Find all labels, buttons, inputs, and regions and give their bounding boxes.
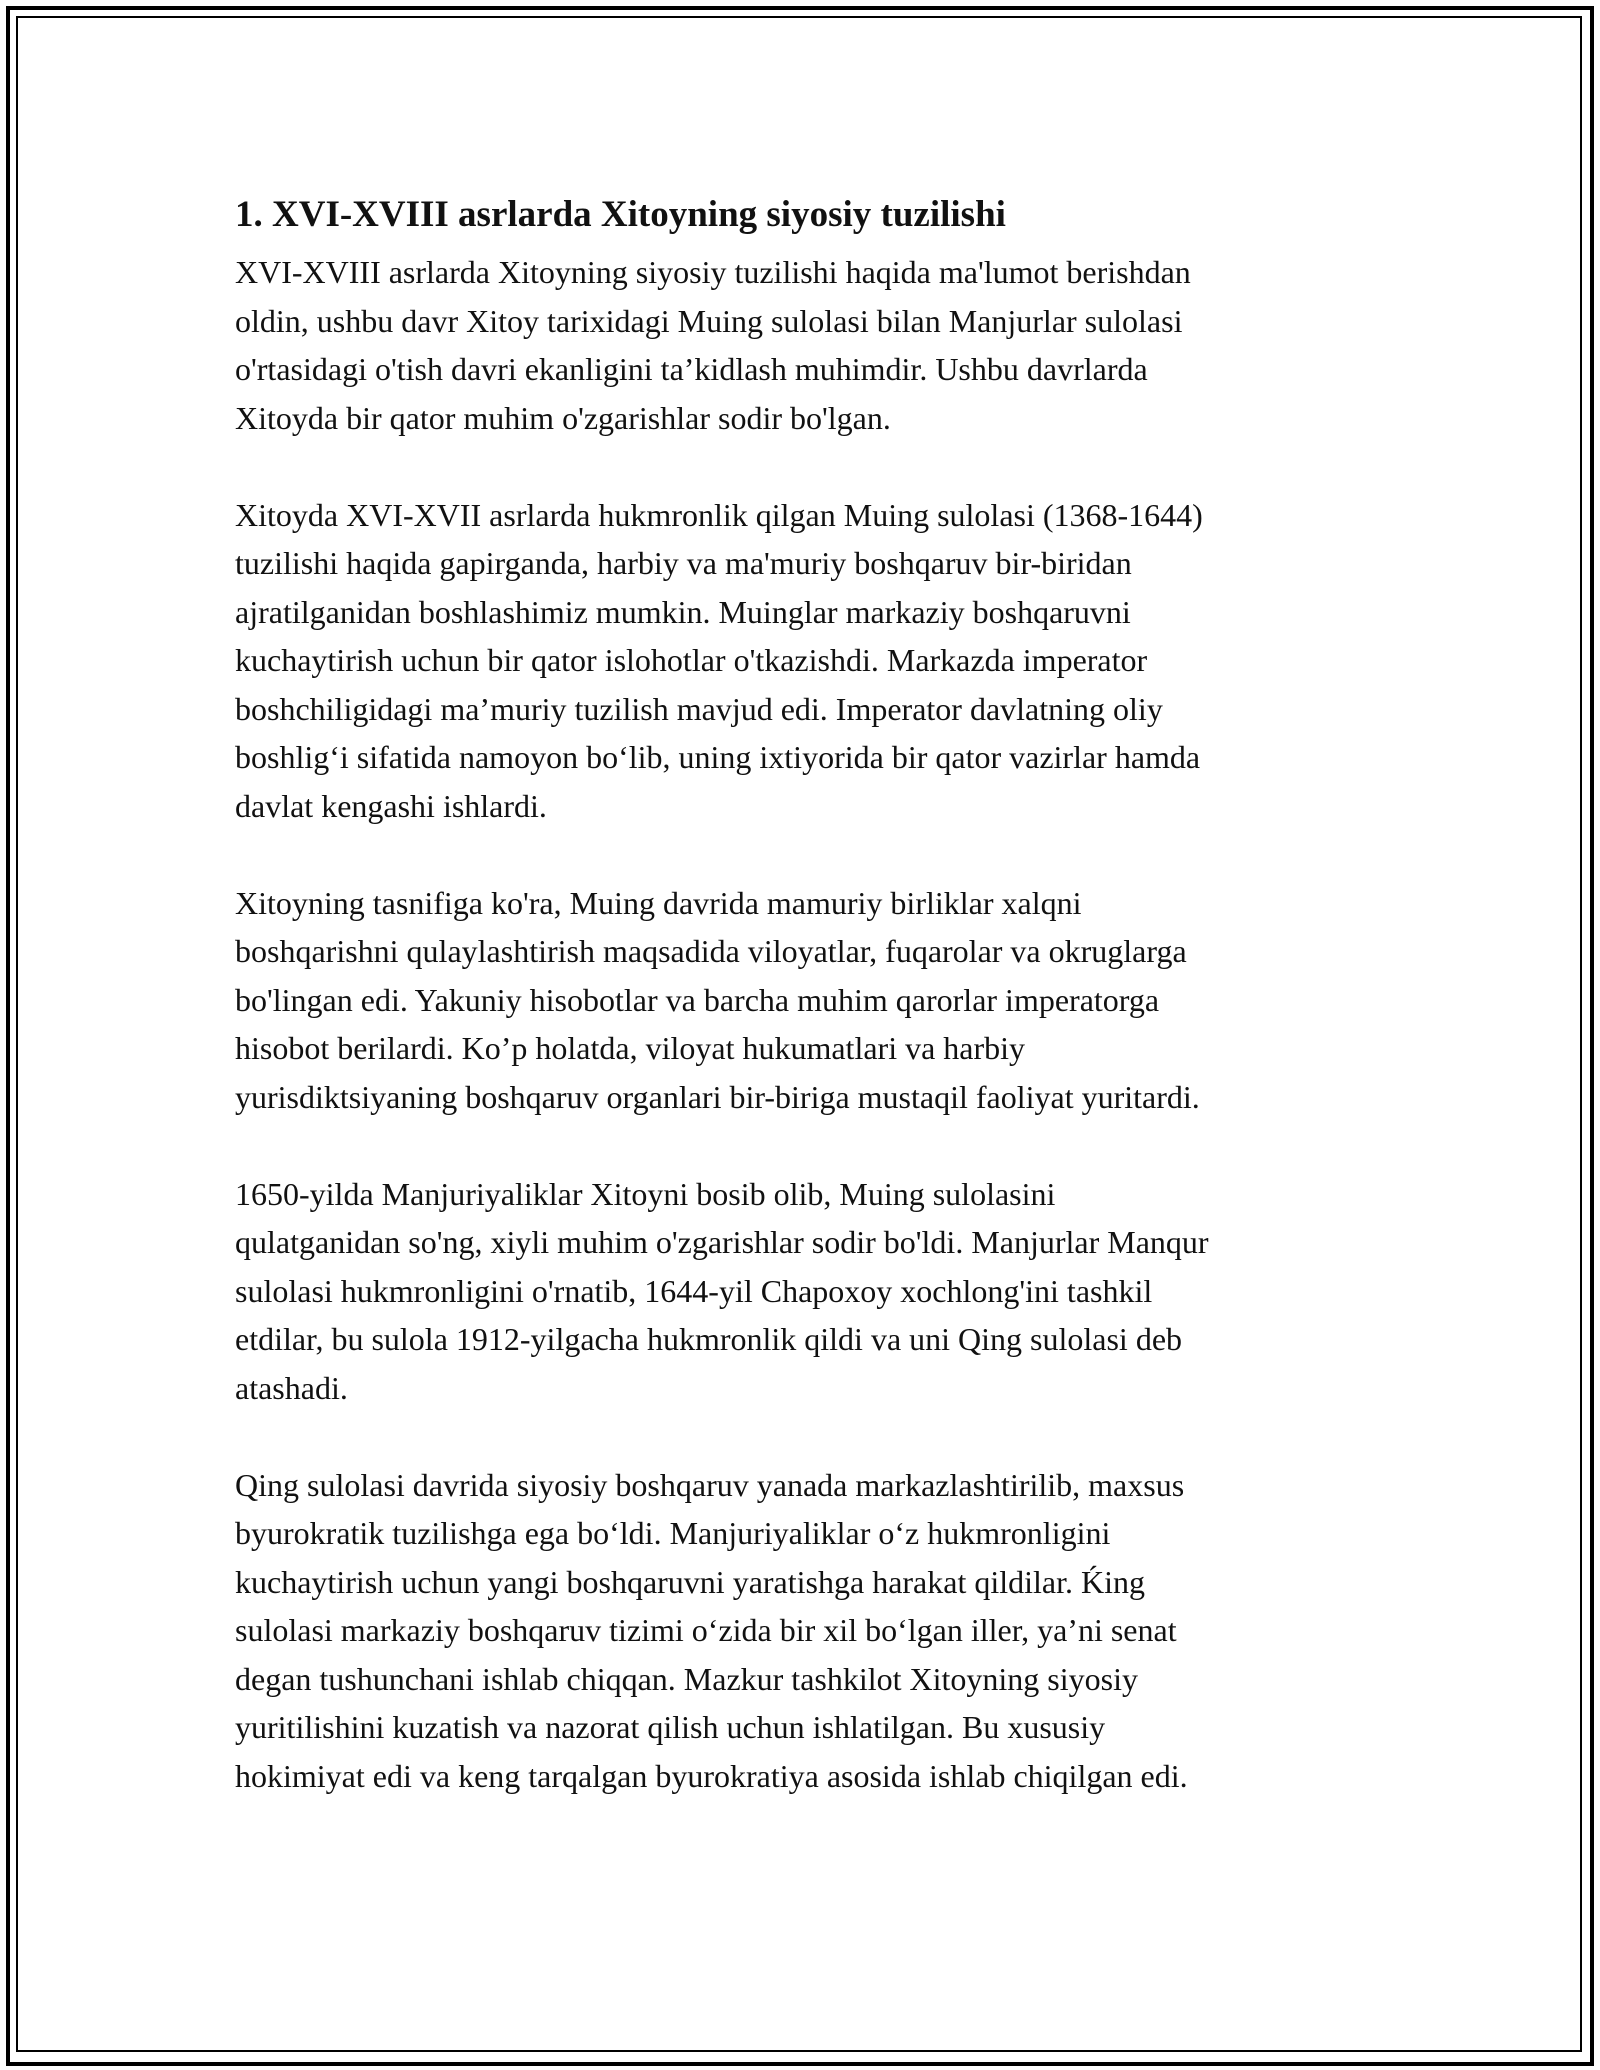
text-line: Xitoyning tasnifiga ko'ra, Muing davrida mamuriy birliklar xalqni <box>235 884 1082 921</box>
text-line: yurisdiktsiyaning boshqaruv organlari bir-biriga mustaqil faoliyat yuritardi. <box>235 1078 1200 1115</box>
text-line: sulolasi hukmronligini o'rnatib, 1644-yil Chapoxoy xochlong'ini tashkil <box>235 1272 1153 1309</box>
document-body <box>235 186 1375 1849</box>
text-line: boshqarishni qulaylashtirish maqsadida viloyatlar, fuqarolar va okruglarga <box>235 933 1187 969</box>
paragraph-2 <box>235 491 1375 831</box>
text-line: tuzilishi haqida gapirganda, harbiy va ma'muriy boshqaruv bir-biridan <box>235 545 1132 581</box>
text-line: atashadi. <box>235 1369 348 1406</box>
text-line: boshchiligidagi ma’muriy tuzilish mavjud edi. Imperator davlatning oliy <box>235 690 1163 727</box>
paragraph-5 <box>235 1461 1375 1801</box>
section-heading: 1. XVI-XVIII asrlarda Xitoyning siyosiy tuzilishi <box>235 194 1006 235</box>
text-line: oldin, ushbu davr Xitoy tarixidagi Muing sulolasi bilan Manjurlar sulolasi <box>235 302 1183 339</box>
text-line: Xitoyda bir qator muhim o'zgarishlar sodir bo'lgan. <box>235 399 891 436</box>
text-line: kuchaytirish uchun yangi boshqaruvni yaratishga harakat qildilar. Ḱing <box>235 1563 1145 1600</box>
paragraph-1 <box>235 248 1375 442</box>
text-line: kuchaytirish uchun bir qator islohotlar o'tkazishdi. Markazda imperator <box>235 642 1148 678</box>
text-line: davlat kengashi ishlardi. <box>235 787 547 824</box>
text-line: Xitoyda XVI-XVII asrlarda hukmronlik qilgan Muing sulolasi (1368-1644) <box>235 496 1203 533</box>
text-line: o'rtasidagi o'tish davri ekanligini ta’kidlash muhimdir. Ushbu davrlarda <box>235 351 1148 387</box>
text-line: 1650-yilda Manjuriyaliklar Xitoyni bosib olib, Muing sulolasini <box>235 1175 1056 1212</box>
text-line: bo'lingan edi. Yakuniy hisobotlar va barcha muhim qarorlar imperatorga <box>235 981 1160 1018</box>
text-line: boshlig‘i sifatida namoyon bo‘lib, uning ixtiyorida bir qator vazirlar hamda <box>235 739 1201 775</box>
text-line: qulatganidan so'ng, xiyli muhim o'zgarishlar sodir bo'ldi. Manjurlar Manqur <box>235 1224 1209 1260</box>
text-line: hisobot berilardi. Ko’p holatda, viloyat hukumatlari va harbiy <box>235 1030 1026 1066</box>
paragraph-3 <box>235 879 1375 1122</box>
text-line: degan tushunchani ishlab chiqqan. Mazkur tashkilot Xitoyning siyosiy <box>235 1660 1138 1697</box>
paragraph-4 <box>235 1170 1375 1413</box>
text-line: hokimiyat edi va keng tarqalgan byurokratiya asosida ishlab chiqilgan edi. <box>235 1757 1188 1794</box>
text-line: ajratilganidan boshlashimiz mumkin. Muinglar markaziy boshqaruvni <box>235 593 1131 630</box>
text-line: etdilar, bu sulola 1912-yilgacha hukmronlik qildi va uni Qing sulolasi deb <box>235 1321 1183 1357</box>
text-line: byurokratik tuzilishga ega bo‘ldi. Manjuriyaliklar o‘z hukmronligini <box>235 1515 1111 1551</box>
text-line: Qing sulolasi davrida siyosiy boshqaruv yanada markazlashtirilib, maxsus <box>235 1466 1185 1503</box>
text-line: yuritilishini kuzatish va nazorat qilish uchun ishlatilgan. Bu xususiy <box>235 1709 1106 1745</box>
text-line: XVI-XVIII asrlarda Xitoyning siyosiy tuzilishi haqida ma'lumot berishdan <box>235 254 1191 290</box>
text-line: sulolasi markaziy boshqaruv tizimi o‘zida bir xil bo‘lgan iller, ya’ni senat <box>235 1612 1177 1648</box>
